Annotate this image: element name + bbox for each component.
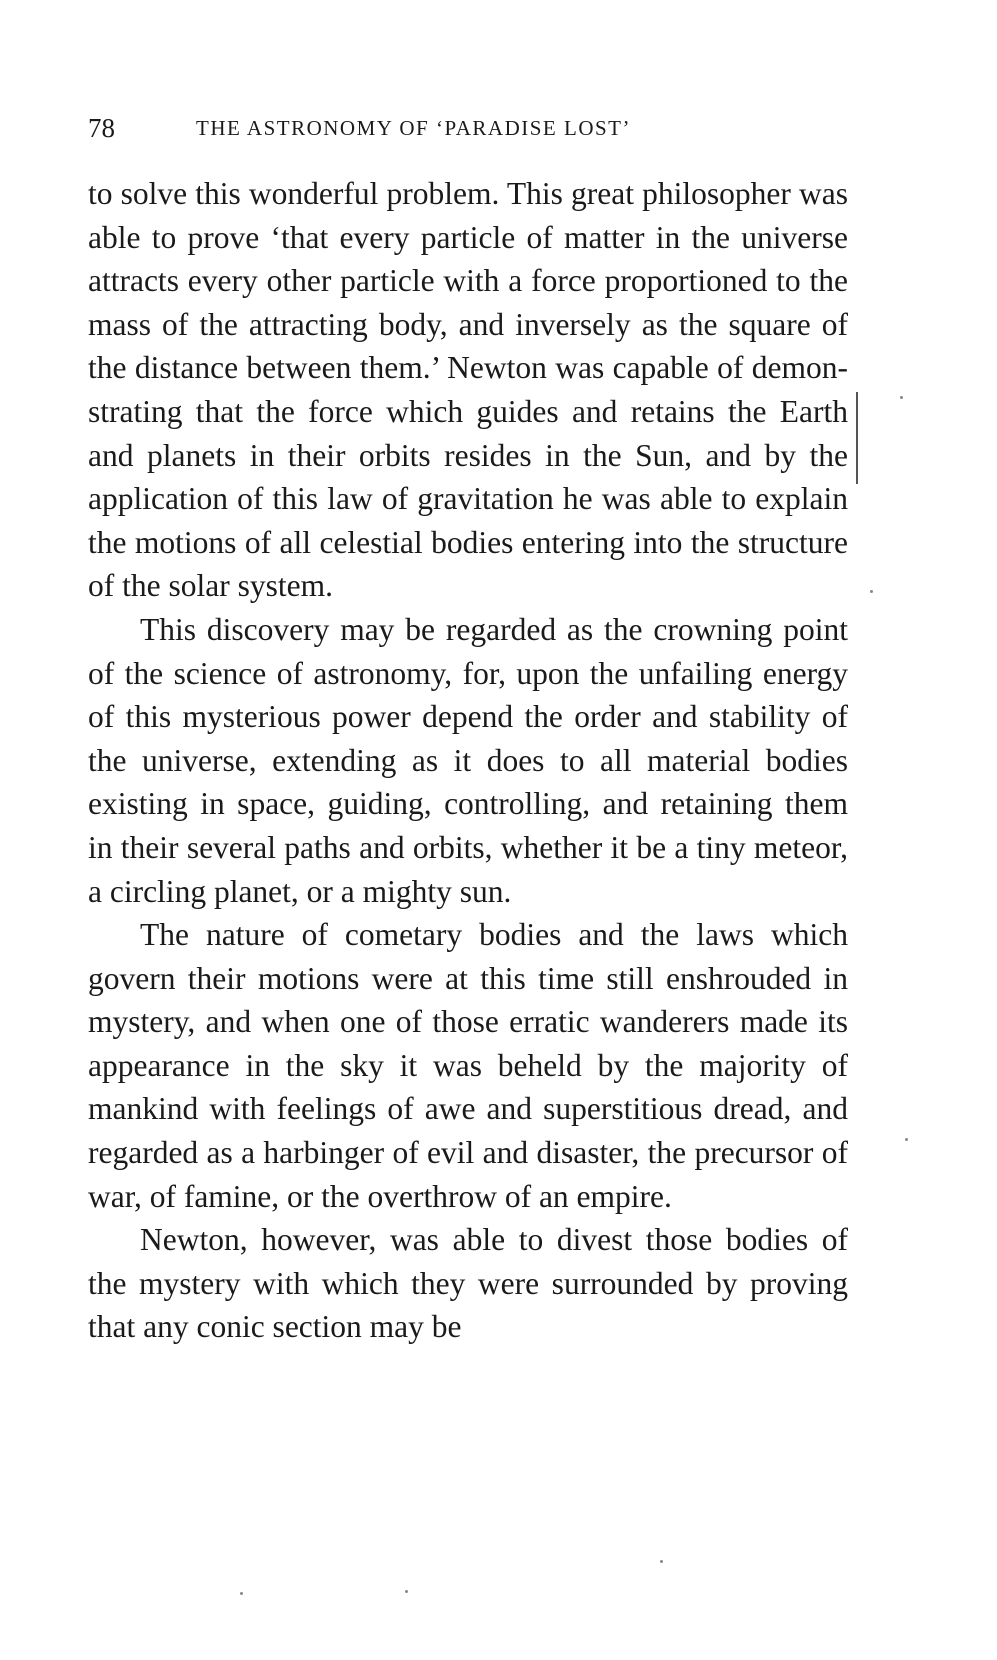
running-title: THE ASTRONOMY OF ‘PARADISE LOST’ <box>196 116 631 140</box>
scan-speck <box>900 396 903 399</box>
body-text <box>88 172 848 1349</box>
scan-speck <box>870 590 873 593</box>
paragraph-2: This discovery may be regarded as the crowning point of the science of astronomy, for, upon the unfailing energy of this mysterious power depend the order and stability of the universe, extending as it does to all material bodies existing in space, guiding, controlling, and retaining them in their several paths and orbits, whether it be a tiny meteor, a circling planet, or a mighty sun. <box>88 611 848 909</box>
margin-line-mark <box>856 392 858 484</box>
scan-speck <box>405 1590 408 1593</box>
scan-speck <box>660 1560 663 1563</box>
running-head <box>88 108 848 148</box>
scan-speck <box>905 1138 908 1141</box>
scan-speck <box>240 1592 243 1595</box>
page-number: 78 <box>88 113 115 143</box>
paragraph-3: The nature of cometary bodies and the laws which govern their motions were at this time still enshrouded in mystery, and when one of those erratic wanderers made its appearance in the sky it was beheld by the majority of mankind with feelings of awe and superstitious dread, and regarded as a harbinger of evil and disaster, the precursor of war, of famine, or the overthrow of an empire. <box>88 917 848 1214</box>
paragraph-1: to solve this wonderful problem. This great philosopher was able to prove ‘that every particle of matter in the universe attracts every other particle with a force proportioned to the mass of the attracting body, and inversely as the square of the distance between them.’ Newton was capable of demonstrating that the force which guides and retains the Earth and planets in their orbits resides in the Sun, and by the application of this law of gravitation he was able to explain the motions of all celestial bodies entering into the structure of the solar system. <box>88 176 848 604</box>
paragraph-4: Newton, however, was able to divest those bodies of the mystery with which they were surrounded by proving that any conic section may be <box>88 1222 848 1345</box>
